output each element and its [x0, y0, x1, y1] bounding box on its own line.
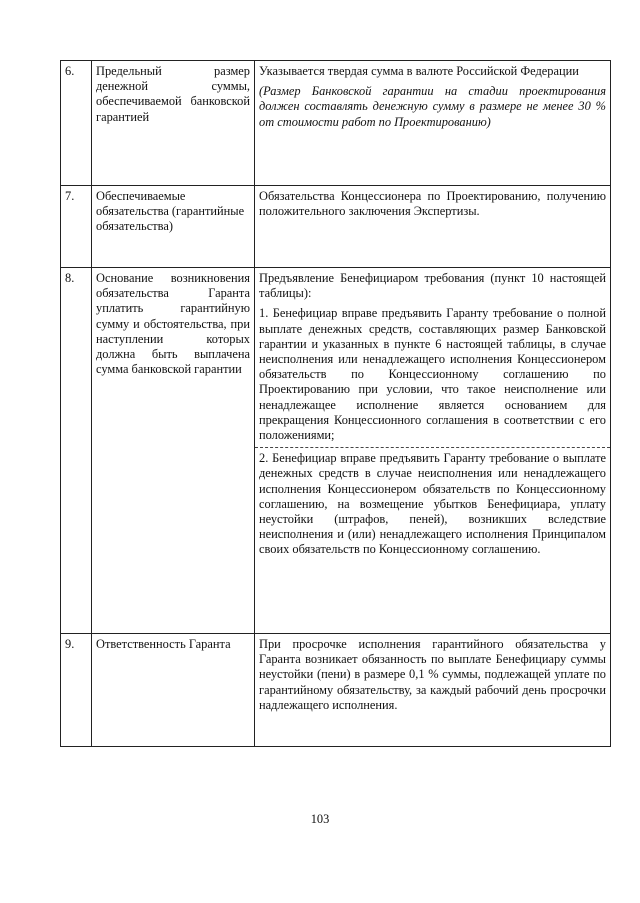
content-paragraph: 1. Бенефициар вправе предъявить Гаранту требование о полной выплате денежных средств, составляющих размер Банковской гарантии и указанных в пункте 6 настоящей таблицы, в случае неисполнения или ненадлежащего исполнения Концессионером обязательств по Концессионному соглашению по Проектированию при условии, что такое неисполнение или ненадлежащее исполнение является основанием для прекращения Концессионного соглашения в соответствии с его положениями;: [259, 306, 606, 443]
guarantee-terms-table: [60, 60, 611, 747]
content-paragraph: Предъявление Бенефициаром требования (пункт 10 настоящей таблицы):: [259, 271, 606, 301]
row-content: [255, 61, 611, 186]
table-row: [61, 61, 611, 186]
row-label: Обеспечиваемые обязательства (гарантийные обязательства): [92, 186, 255, 268]
row-label: Предельный размер денежной суммы, обеспечиваемой банковской гарантией: [92, 61, 255, 186]
content-paragraph: Обязательства Концессионера по Проектированию, получению положительного заключения Экспертизы.: [259, 189, 606, 219]
table-row: [61, 634, 611, 747]
content-paragraph: Указывается твердая сумма в валюте Российской Федерации: [259, 64, 579, 78]
dashed-divider: [255, 447, 610, 448]
page-number: 103: [310, 812, 330, 826]
row-number: 8.: [61, 268, 92, 634]
content-paragraph: При просрочке исполнения гарантийного обязательства у Гаранта возникает обязанность по выплате Бенефициару суммы неустойки (пени) в размере 0,1 % суммы, подлежащей уплате по гарантийному обязательству, за каждый рабочий день просрочки надлежащего исполнения.: [259, 637, 606, 712]
content-paragraph-note: (Размер Банковской гарантии на стадии проектирования должен составлять денежную сумму в размере не менее 30 % от стоимости работ по Проектированию): [259, 84, 606, 129]
row-content: [255, 634, 611, 747]
row-label: Основание возникновения обязательства Гаранта уплатить гарантийную сумму и обстоятельства, при наступлении которых должна быть выплачена сумма банковской гарантии: [92, 268, 255, 634]
row-content: [255, 186, 611, 268]
row-number: 6.: [61, 61, 92, 186]
content-paragraph: 2. Бенефициар вправе предъявить Гаранту требование о выплате денежных средств в случае неисполнения или ненадлежащего исполнения Концессионером обязательств по Концессионному соглашению, на возмещение убытков Бенефициара, уплату неустойки (штрафов, пеней), возникших вследствие неисполнения и (или) ненадлежащего исполнения Принципалом своих обязательств по Концессионному соглашению.: [259, 451, 606, 557]
row-number: 9.: [61, 634, 92, 747]
row-number: 7.: [61, 186, 92, 268]
table-row: [61, 268, 611, 634]
row-content: [255, 268, 611, 634]
table-row: [61, 186, 611, 268]
row-label: Ответственность Гаранта: [92, 634, 255, 747]
